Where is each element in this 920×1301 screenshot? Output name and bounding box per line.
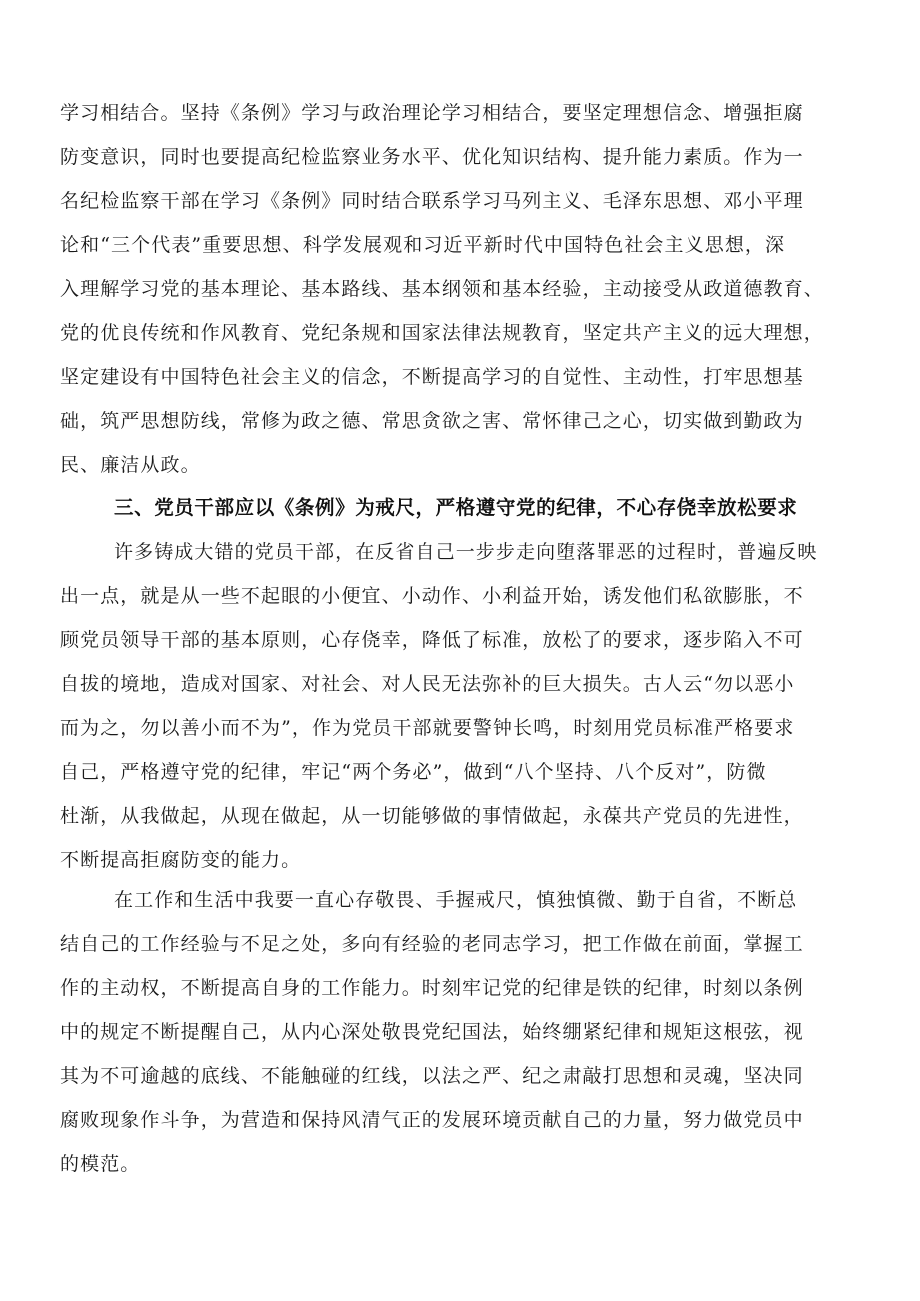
- paragraph-1-line: 党的优良传统和作风教育、党纪条规和国家法律法规教育，坚定共产主义的远大理想，: [60, 322, 824, 344]
- paragraph-2-line: 出一点，就是从一些不起眼的小便宜、小动作、小利益开始，诱发他们私欲膨胀，不: [60, 585, 804, 607]
- paragraph-2-line: 不断提高拒腐防变的能力。: [60, 849, 302, 871]
- paragraph-2-line: 许多铸成大错的党员干部，在反省自己一步步走向堕落罪恶的过程时，普遍反映: [114, 541, 818, 563]
- paragraph-1-line: 民、廉洁从政。: [60, 454, 201, 476]
- paragraph-1-line: 础，筑严思想防线，常修为政之德、常思贪欲之害、常怀律己之心，切实做到勤政为: [60, 410, 804, 432]
- paragraph-3-line: 的模范。: [60, 1153, 141, 1175]
- paragraph-3-line: 腐败现象作斗争，为营造和保持风清气正的发展环境贡献自己的力量，努力做党员中: [60, 1109, 804, 1131]
- section-heading: 三、党员干部应以《条例》为戒尺，严格遵守党的纪律，不心存侥幸放松要求: [114, 496, 798, 519]
- paragraph-3-line: 中的规定不断提醒自己，从内心深处敬畏党纪国法，始终绷紧纪律和规矩这根弦，视: [60, 1021, 804, 1043]
- paragraph-1-line: 坚定建设有中国特色社会主义的信念，不断提高学习的自觉性、主动性，打牢思想基: [60, 366, 804, 388]
- paragraph-3-line: 在工作和生活中我要一直心存敬畏、手握戒尺，慎独慎微、勤于自省，不断总: [114, 889, 798, 911]
- paragraph-2-line: 自拔的境地，造成对国家、对社会、对人民无法弥补的巨大损失。古人云“勿以恶小: [60, 673, 795, 695]
- paragraph-2-line: 而为之，勿以善小而不为”，作为党员干部就要警钟长鸣，时刻用党员标准严格要求: [60, 717, 795, 739]
- paragraph-3-line: 作的主动权，不断提高自身的工作能力。时刻牢记党的纪律是铁的纪律，时刻以条例: [60, 977, 804, 999]
- paragraph-1-line: 防变意识，同时也要提高纪检监察业务水平、优化知识结构、提升能力素质。作为一: [60, 146, 804, 168]
- paragraph-3-line: 结自己的工作经验与不足之处，多向有经验的老同志学习，把工作做在前面，掌握工: [60, 933, 804, 955]
- paragraph-3-line: 其为不可逾越的底线、不能触碰的红线，以法之严、纪之肃敲打思想和灵魂，坚决同: [60, 1065, 804, 1087]
- paragraph-2-line: 自己，严格遵守党的纪律，牢记“两个务必”，做到“八个坚持、八个反对”，防微: [60, 761, 767, 783]
- paragraph-2-line: 杜渐，从我做起，从现在做起，从一切能够做的事情做起，永葆共产党员的先进性，: [60, 805, 804, 827]
- paragraph-1-line: 学习相结合。坚持《条例》学习与政治理论学习相结合，要坚定理想信念、增强拒腐: [60, 102, 804, 124]
- paragraph-1-line: 入理解学习党的基本理论、基本路线、基本纲领和基本经验，主动接受从政道德教育、: [60, 278, 824, 300]
- paragraph-1-line: 论和“三个代表”重要思想、科学发展观和习近平新时代中国特色社会主义思想，深: [60, 234, 786, 256]
- paragraph-1-line: 名纪检监察干部在学习《条例》同时结合联系学习马列主义、毛泽东思想、邓小平理: [60, 190, 804, 212]
- paragraph-2-line: 顾党员领导干部的基本原则，心存侥幸，降低了标准，放松了的要求，逐步陷入不可: [60, 629, 804, 651]
